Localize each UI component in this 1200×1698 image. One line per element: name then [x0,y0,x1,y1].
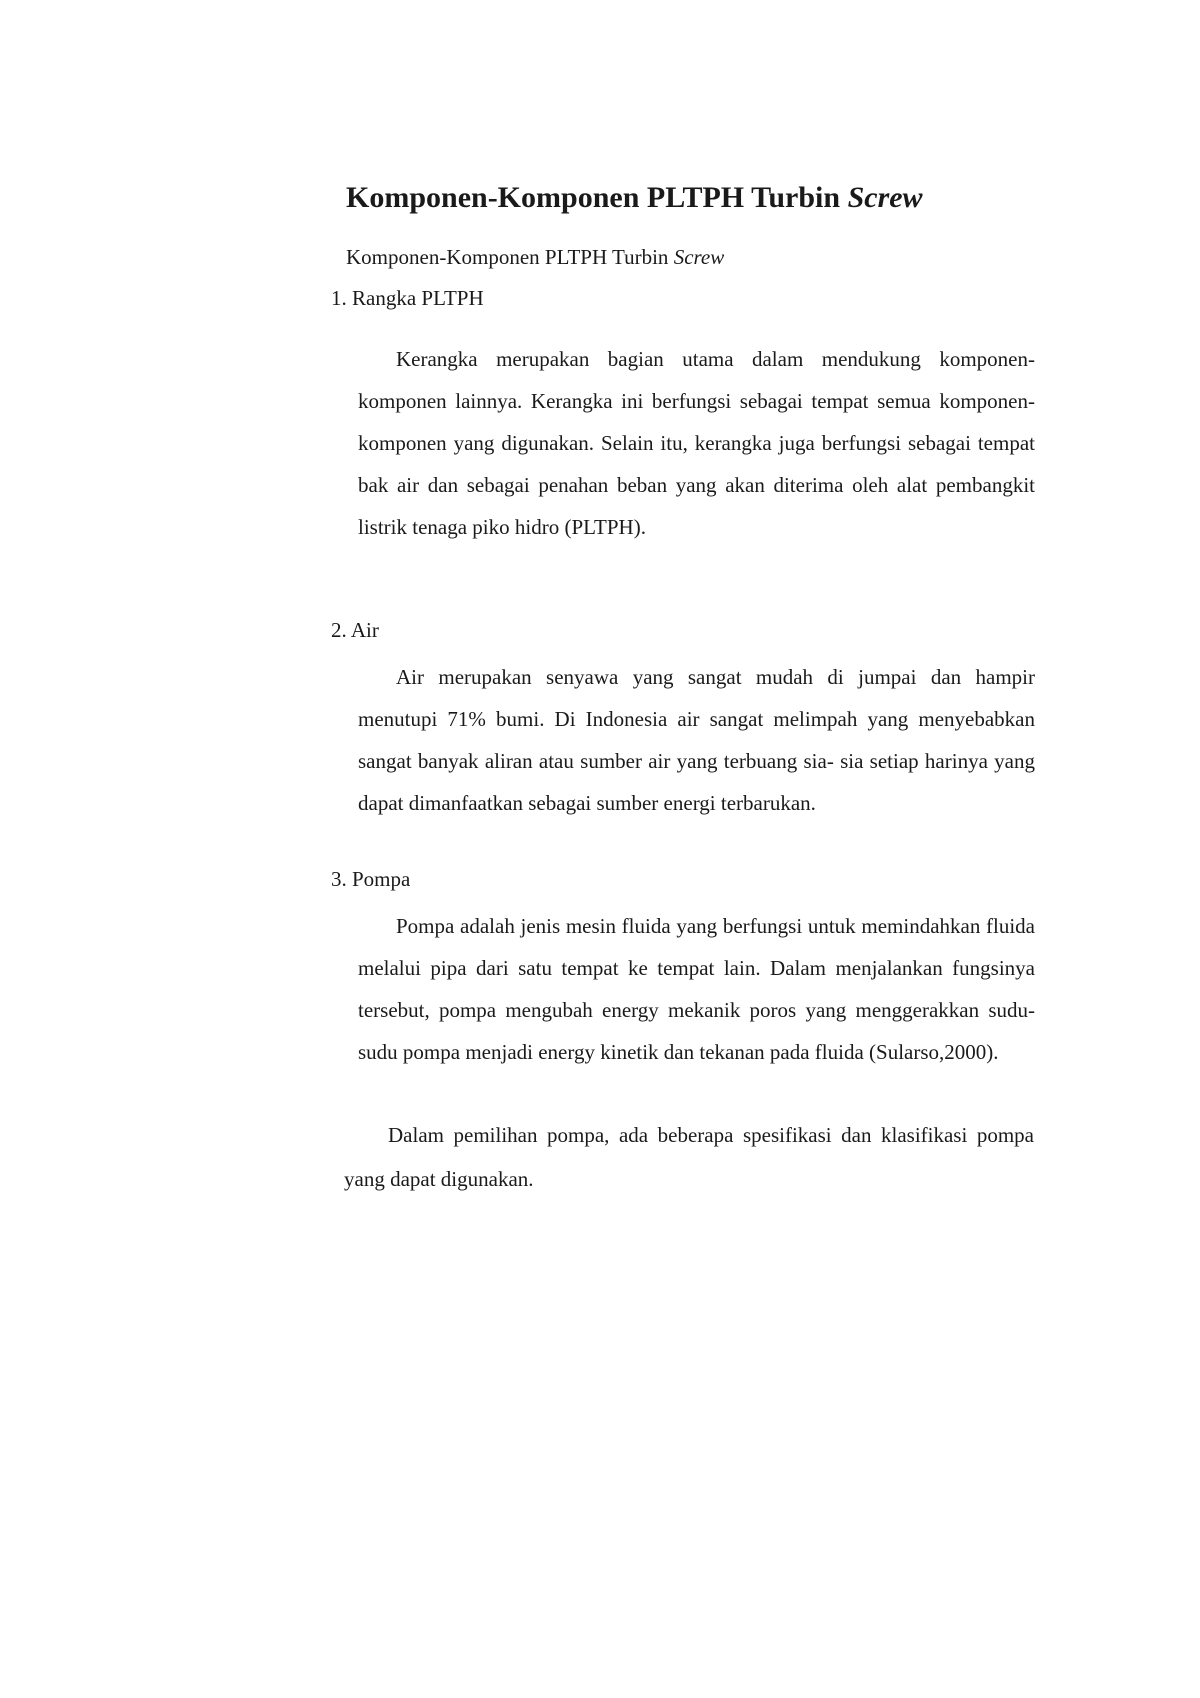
subtitle-text: Komponen-Komponen PLTPH Turbin [346,245,674,269]
section-heading-rangka: 1. Rangka PLTPH [331,286,484,310]
page-title [346,180,923,216]
section-body-rangka: Kerangka merupakan bagian utama dalam mendukung komponen-komponen lainnya. Kerangka ini berfungsi sebagai tempat semua komponen-komponen yang digunakan. Selain itu, kerangka juga berfungsi sebagai tempat bak air dan sebagai penahan beban yang akan diterima oleh alat pembangkit listrik tenaga piko hidro (PLTPH). [358,347,1035,539]
subtitle-italic-text: Screw [673,245,725,269]
page-subtitle [346,244,724,271]
closing-paragraph: Dalam pemilihan pompa, ada beberapa spesifikasi dan klasifikasi pompa yang dapat digunakan. [344,1123,1034,1191]
title-italic-text: Screw [847,181,923,214]
section-body-air: Air merupakan senyawa yang sangat mudah di jumpai dan hampir menutupi 71% bumi. Di Indonesia air sangat melimpah yang menyebabkan sangat banyak aliran atau sumber air yang terbuang sia- sia setiap harinya yang dapat dimanfaatkan sebagai sumber energi terbarukan. [358,665,1035,815]
section-heading-pompa: 3. Pompa [331,867,411,891]
title-text: Komponen-Komponen PLTPH Turbin [346,181,848,214]
section-body-pompa: Pompa adalah jenis mesin fluida yang berfungsi untuk memindahkan fluida melalui pipa dari satu tempat ke tempat lain. Dalam menjalankan fungsinya tersebut, pompa mengubah energy mekanik poros yang menggerakkan sudu-sudu pompa menjadi energy kinetik dan tekanan pada fluida (Sularso,2000). [358,914,1035,1064]
section-heading-air: 2. Air [331,618,379,642]
